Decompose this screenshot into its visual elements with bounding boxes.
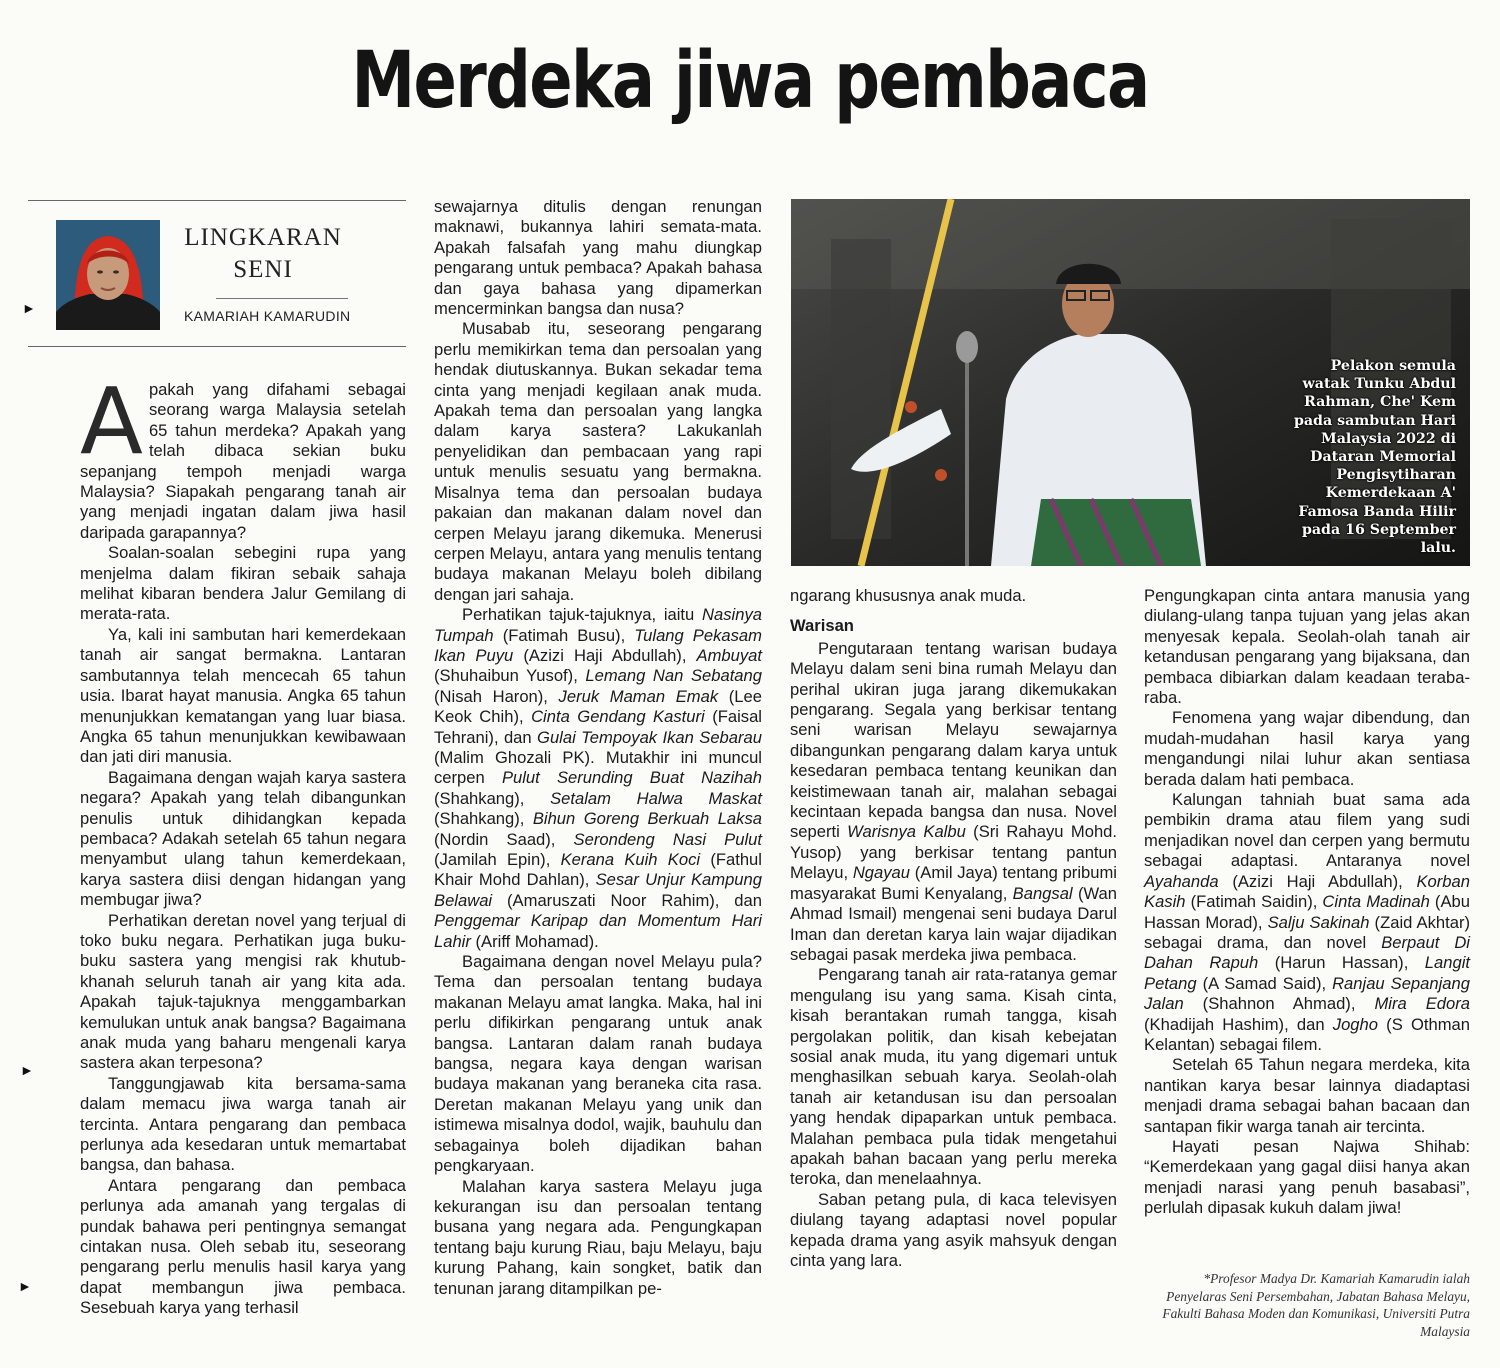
text-run: (Khadijah Hashim), dan (1144, 1014, 1333, 1034)
work-title: Langit Petang (1144, 953, 1470, 993)
work-title: Ranjau Sepanjang Jalan (1144, 973, 1470, 1014)
text-run: Perhatikan tajuk-tajuknya, iaitu (462, 605, 703, 625)
novel-title: Bangsal (1012, 883, 1073, 903)
story-title: Kerana Kuih Koci (560, 850, 701, 869)
novel-title: Warisnya Kalbu (847, 822, 966, 842)
subhead: Warisan (790, 616, 854, 636)
text-run: (Fatimah Saidin), (1185, 892, 1323, 912)
paragraph: Pengungkapan cinta antara manusia yang diulang-ulang tanpa tujuan yang jelas akan menyesak kepala. Seolah-olah tanah air ketandusan pengarang yang bijaksana, dan pembaca dibiarkan dalam keadaan teraba-raba. (1144, 586, 1470, 708)
story-title: Pulut Serunding Buat Nazihah (501, 768, 762, 788)
story-title: Cinta Gendang Kasturi (531, 707, 705, 727)
column-byline (28, 200, 406, 346)
paragraph: Tanggungjawab kita bersama-sama dalam memacu jiwa warga tanah air tercinta. Antara pengarang dan pembaca perlunya ada kesedaran untuk memartabat bangsa, dan bahasa. (80, 1073, 406, 1175)
text-run: (Fathul Khair Mohd Dahlan), (434, 850, 762, 890)
text-run: (Malim Ghozali PK). Mutakhir ini muncul cerpen (434, 747, 762, 788)
article-column-4 (1144, 586, 1470, 1219)
story-title: Jeruk Maman Emak (558, 686, 719, 706)
paragraph-text: pakah yang difahami sebagai seorang warga Malaysia setelah 65 tahun merdeka? Apakah yang telah dibaca sekian buku sepanjang tempoh menjadi warga Malaysia? Siapakah pengarang tanah air yang menjadi ingatan dalam jiwa hasil daripada garapannya? (80, 380, 406, 542)
text-run: (Faisal Tehrani), dan (434, 707, 762, 747)
story-title: Serondeng Nasi Pulut (573, 829, 762, 849)
work-title: Jogho (1332, 1014, 1378, 1034)
paragraph: Malahan karya sastera Melayu juga kekurangan isu dan persoalan tentang busana yang negara ada. Pengungkapan tentang baju kurung Riau, baju Melayu, baju kurung Pahang, kain songket, batik dan tenunan jarang ditampilkan pe- (434, 1176, 762, 1298)
text-run: (Fatimah Busu), (493, 625, 635, 645)
text-run: (Azizi Haji Abdullah), (1218, 871, 1417, 891)
text-run: (Nisah Haron), (434, 686, 559, 706)
work-title: Cinta Madinah (1322, 892, 1430, 912)
text-run: (Lee Keok Chih), (434, 686, 762, 727)
paragraph: Hayati pesan Najwa Shihab: “Kemerdekaan yang gagal diisi hanya akan menjadi narasi yang penuh basabasi”, perlulah dipasak kukuh dalam jiwa! (1144, 1136, 1470, 1218)
paragraph (80, 368, 406, 543)
text-run: (Azizi Haji Abdullah), (513, 645, 697, 665)
paragraph: ngarang khususnya anak muda. (790, 586, 1027, 605)
paragraph: Perhatikan deretan novel yang terjual di toko buku negara. Perhatikan juga buku-buku sastera yang mengisi rak khutub-khanah seluruh tanah air yang kita ada. Apakah tajuk-tajuknya menggambarkan kemulukan untuk anak bangsa? Bagaimana anak muda yang baharu mengenali karya sastera akan terpesona? (80, 910, 406, 1073)
story-title: Ambuyat (696, 645, 762, 665)
text-run: (Abu Hassan Morad), (1144, 892, 1470, 932)
article-column-3 (790, 586, 1117, 1271)
author-footnote: *Profesor Madya Dr. Kamariah Kamarudin ialah Penyelaras Seni Persembahan, Jabatan Bahasa Melayu, Fakulti Bahasa Moden dan Komunikasi, Universiti Putra Malaysia (1162, 1271, 1470, 1339)
drop-cap: A (80, 368, 143, 475)
work-title: Korban Kasih (1144, 871, 1470, 912)
text-run: (Nordin Saad), (434, 829, 574, 849)
text-run: (Wan Ahmad Ismail) mengenai seni budaya Darul Iman dan deretan karya lain wajar dijadikan sebagai pasak merdeka jiwa pembaca. (790, 883, 1118, 964)
article-photo (791, 199, 1470, 566)
text-run: (Harun Hassan), (1258, 953, 1425, 973)
column-title-line1: LINGKARAN (184, 224, 342, 251)
work-title: Mira Edora (1374, 994, 1471, 1014)
photo-caption: Pelakon semula watak Tunku Abdul Rahman, Che' Kem pada sambutan Hari Malaysia 2022 di Dataran Memorial Pengisytiharan Kemerdekaan A' Famosa Banda Hilir pada 16 September lalu. (1293, 358, 1456, 557)
text-run: (S Othman Kelantan) sebagai filem. (1144, 1014, 1470, 1054)
story-title: Lemang Nan Sebatang (585, 666, 762, 686)
paragraph: Bagaimana dengan wajah karya sastera negara? Apakah yang telah dibangunkan penulis untuk dihidangkan kepada pembaca? Adakah setelah 65 tahun negara menyambut ulang tahun kemerdekaan, karya sastera diisi dengan hidangan yang membugar jiwa? (80, 767, 406, 910)
paragraph: Ya, kali ini sambutan hari kemerdekaan tanah air sangat bermakna. Lantaran sambutannya telah mencecah 65 tahun usia. Ibarat hayat manusia. Angka 65 tahun menunjukkan kematangan yang luar biasa. Angka 65 tahun menunjukkan kewibawaan dan jati diri manusia. (80, 624, 406, 767)
paragraph: Musabab itu, seseorang pengarang perlu memikirkan tema dan persoalan yang hendak diutuskannya. Bukan sekadar tema cinta yang menjadi kegilaan anak muda. Apakah tema dan persoalan yang langka dalam karya sastera? Lakukanlah penyelidikan dan pembacaan yang rapi untuk menulis sesuatu yang bermakna. Misalnya tema dan persoalan budaya pakaian dan makanan dalam novel dan cerpen Melayu jarang dikemuka. Menerusi cerpen Melayu, antara yang menulis tentang budaya makanan Melayu boleh dibilang dengan jari sahaja. (434, 319, 762, 604)
author-name-rule (216, 298, 348, 299)
text-run: Kalungan tahniah buat sama ada pembikin drama atau filem yang sudi menjadikan novel dan cerpen yang bermutu sebagai adaptasi. Antaranya novel (1144, 790, 1470, 871)
story-title: Gulai Tempoyak Ikan Sebarau (537, 727, 762, 747)
text-run: (Shahkang), (434, 788, 551, 808)
paragraph: Saban petang pula, di kaca televisyen diulang tayang adaptasi novel popular kepada drama yang asyik mahsyuk dengan cinta yang lara. (790, 1189, 1117, 1270)
article-column-1 (80, 368, 406, 1319)
margin-arrow-icon: ► (22, 300, 36, 316)
paragraph (1144, 790, 1470, 1055)
paragraph: Soalan-soalan sebegini rupa yang menjelma dalam fikiran sebaik sahaja melihat kibaran bendera Jalur Gemilang di merata-rata. (80, 543, 406, 624)
text-run: (Zaid Akhtar) sebagai drama, dan novel (1144, 912, 1470, 952)
text-run: (Shahnon Ahmad), (1183, 994, 1375, 1014)
column-title-line2: SENI (233, 256, 293, 283)
story-title: Sesar Unjur Kampung Belawai (434, 870, 762, 910)
text-run: (Amaruszati Noor Rahim), dan (492, 890, 762, 910)
author-name: KAMARIAH KAMARUDIN (184, 308, 351, 324)
paragraph: sewajarnya ditulis dengan renungan maknawi, bukannya lahiri semata-mata. Apakah falsafah yang mahu diungkap pengarang untuk pembaca? Apakah bahasa dan gaya bahasa yang dipamerkan mencerminkan bangsa dan nusa? (434, 197, 762, 319)
text-run: Pengutaraan tentang warisan budaya Melayu dalam seni bina rumah Melayu dan perihal ukiran juga jarang dikemukakan pengarang. Segala yang berkisar tentang seni warisan Melayu sewajarnya dibangunkan pengarang dalam karya untuk kesedaran pembaca tentang keunikan dan keistimewaan tanah air, malahan sebagai kecintaan kepada bangsa dan nusa. Novel seperti (790, 638, 1117, 842)
work-title: Berpaut Di Dahan Rapuh (1144, 932, 1470, 973)
paragraph (434, 605, 762, 952)
paragraph: Bagaimana dengan novel Melayu pula? Tema dan persoalan tentang budaya makanan Melayu amat langka. Maka, hal ini perlu difikirkan pengarang untuk anak bangsa. Lantaran dalam ranah budaya bangsa, negara kaya dengan warisan budaya makanan yang beraneka cita rasa. Deretan makanan Melayu yang unik dan istimewa misalnya dodol, wajik, bauhulu dan sebagainya boleh dijadikan bahan pengkaryaan. (434, 952, 762, 1176)
work-title: Salju Sakinah (1267, 912, 1370, 932)
story-title: Setalam Halwa Maskat (550, 788, 762, 808)
text-run: (Shuhaibun Yusof), (434, 666, 586, 686)
author-photo (56, 220, 160, 330)
text-run: (Jamilah Epin), (434, 850, 561, 869)
text-run: (Sri Rahayu Mohd. Yusop) yang berkisar tentang pantun Melayu, (790, 822, 1118, 883)
margin-arrow-icon: ► (18, 1278, 32, 1294)
story-title: Nasinya Tumpah (434, 605, 762, 645)
paragraph: Pengarang tanah air rata-ratanya gemar mengulang isu yang sama. Kisah cinta, kisah berantakan rumah tangga, kisah pergolakan politik, dan kisah kebejatan sosial anak muda, itu yang digemari untuk menghasilkan sebuah karya. Seolah-olah tanah air ketandusan isu dan persoalan yang hendak dipaparkan untuk pembaca. Malahan pembaca pula tidak mengetahui apakah bahan bacaan yang perlu mereka teroka, dan menelaahnya. (790, 965, 1117, 1189)
paragraph: Setelah 65 Tahun negara merdeka, kita nantikan karya besar lainnya diadaptasi menjadi drama sebagai bahan bacaan dan santapan fikir warga tanah air tercinta. (1144, 1055, 1470, 1136)
story-title: Bihun Goreng Berkuah Laksa (532, 809, 762, 829)
headline: Merdeka jiwa pembaca (351, 36, 1149, 126)
text-run: (A Samad Said), (1196, 973, 1333, 993)
paragraph (790, 639, 1117, 966)
paragraph: Antara pengarang dan pembaca perlunya ada amanah yang tergalas di pundak bahawa peri pentingnya semangat cintakan nusa. Oleh sebab itu, seseorang pengarang perlu menulis hasil karya yang dapat membangun jiwa pembaca. Sesebuah karya yang terhasil (80, 1175, 406, 1318)
text-run: (Shahkang), (434, 809, 533, 829)
novel-title: Ngayau (852, 863, 911, 883)
story-title: Tulang Pekasam Ikan Puyu (434, 625, 762, 665)
margin-arrow-icon: ► (20, 1062, 34, 1078)
byline-bottom-rule (28, 346, 406, 347)
column-title (178, 222, 348, 286)
text-run: (Amil Jaya) tentang pribumi masyarakat Bumi Kenyalang, (790, 863, 1117, 903)
work-title: Ayahanda (1144, 871, 1219, 891)
story-title: Penggemar Karipap dan Momentum Hari Lahir (434, 911, 762, 951)
article-column-2 (434, 197, 762, 1299)
text-run: (Ariff Mohamad). (470, 931, 599, 951)
paragraph: Fenomena yang wajar dibendung, dan mudah-mudahan hasil karya yang mengandungi nilai luhur akan sentiasa berada dalam hati pembaca. (1144, 708, 1470, 789)
